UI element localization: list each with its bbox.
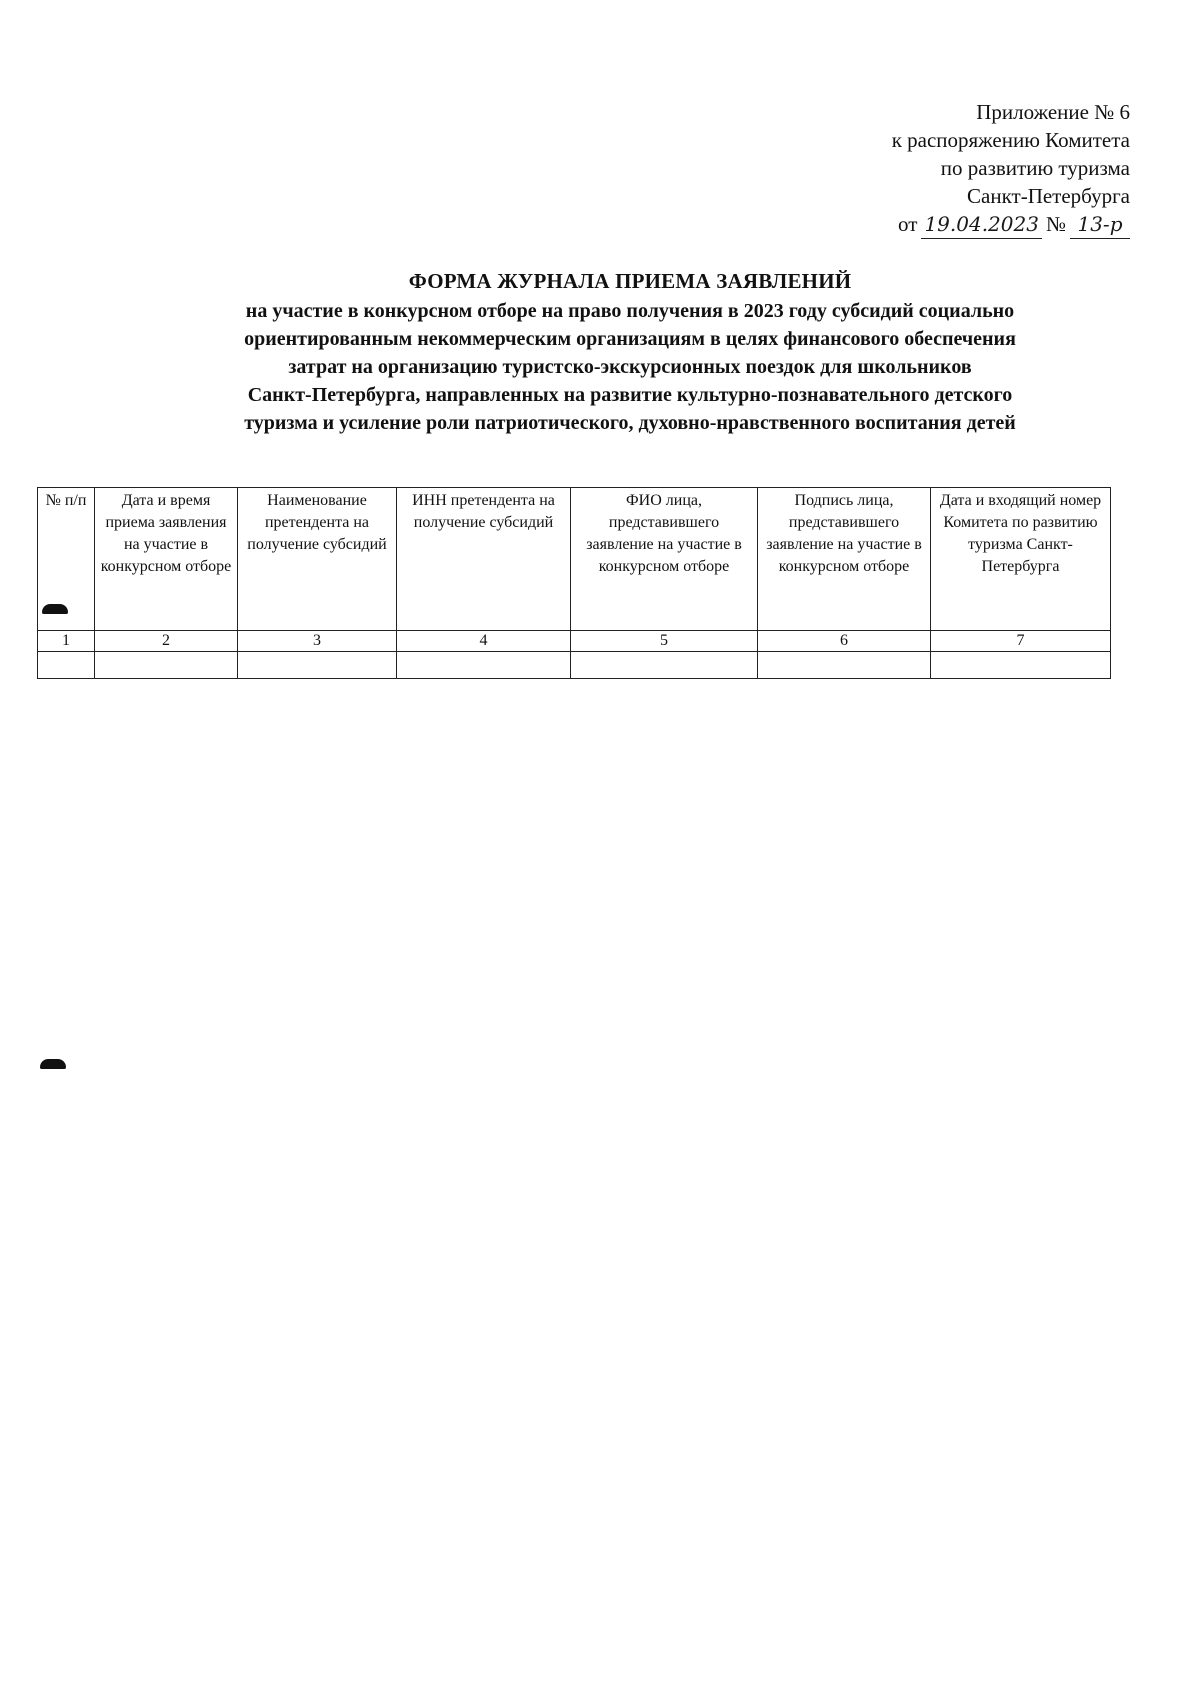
header-cell-inn: ИНН претендента на получение субсидий (397, 488, 571, 631)
date-prefix: от (898, 212, 918, 236)
title-sub-line-3: затрат на организацию туристско-экскурсионных поездок для школьников (288, 356, 972, 378)
handwritten-number: 13-р (1070, 210, 1130, 239)
table-header-row (38, 488, 1111, 631)
table-row-numbers (38, 631, 1111, 652)
header-cell-fio: ФИО лица, представившего заявление на участие в конкурсном отборе (571, 488, 758, 631)
table-row-empty (38, 652, 1111, 679)
annex-block (892, 98, 1130, 239)
header-cell-number: № п/п (38, 488, 95, 631)
number-prefix: № (1045, 212, 1066, 236)
title-main: ФОРМА ЖУРНАЛА ПРИЕМА ЗАЯВЛЕНИЙ (408, 269, 852, 293)
empty-cell (238, 652, 397, 679)
column-number: 7 (931, 631, 1111, 652)
document-title (150, 266, 1110, 436)
journal-table (37, 487, 1111, 679)
hole-punch-mark (42, 604, 68, 614)
header-cell-signature: Подпись лица, представившего заявление на участие в конкурсном отборе (758, 488, 931, 631)
column-number: 3 (238, 631, 397, 652)
handwritten-date: 19.04.2023 (921, 210, 1042, 239)
empty-cell (931, 652, 1111, 679)
title-sub-line-2: ориентированным некоммерческим организациям в целях финансового обеспечения (244, 328, 1016, 350)
column-number: 5 (571, 631, 758, 652)
column-number: 2 (95, 631, 238, 652)
annex-date-line (898, 210, 1130, 239)
annex-line-2: к распоряжению Комитета (891, 128, 1130, 152)
empty-cell (38, 652, 95, 679)
title-sub-line-1: на участие в конкурсном отборе на право получения в 2023 году субсидий социально (245, 300, 1015, 322)
column-number: 1 (38, 631, 95, 652)
column-number: 6 (758, 631, 931, 652)
header-cell-datetime: Дата и время приема заявления на участие в конкурсном отборе (95, 488, 238, 631)
empty-cell (758, 652, 931, 679)
header-cell-incoming: Дата и входящий номер Комитета по развитию туризма Санкт-Петербурга (931, 488, 1111, 631)
annex-line-3: по развитию туризма (940, 156, 1130, 180)
title-sub-line-4: Санкт-Петербурга, направленных на развитие культурно-познавательного детского (247, 384, 1013, 406)
empty-cell (95, 652, 238, 679)
title-sub-line-5: туризма и усиление роли патриотического, духовно-нравственного воспитания детей (244, 412, 1016, 434)
empty-cell (397, 652, 571, 679)
empty-cell (571, 652, 758, 679)
header-cell-applicant-name: Наименование претендента на получение субсидий (238, 488, 397, 631)
column-number: 4 (397, 631, 571, 652)
annex-line-1: Приложение № 6 (976, 100, 1130, 124)
hole-punch-mark (40, 1059, 66, 1069)
annex-line-4: Санкт-Петербурга (967, 184, 1130, 208)
